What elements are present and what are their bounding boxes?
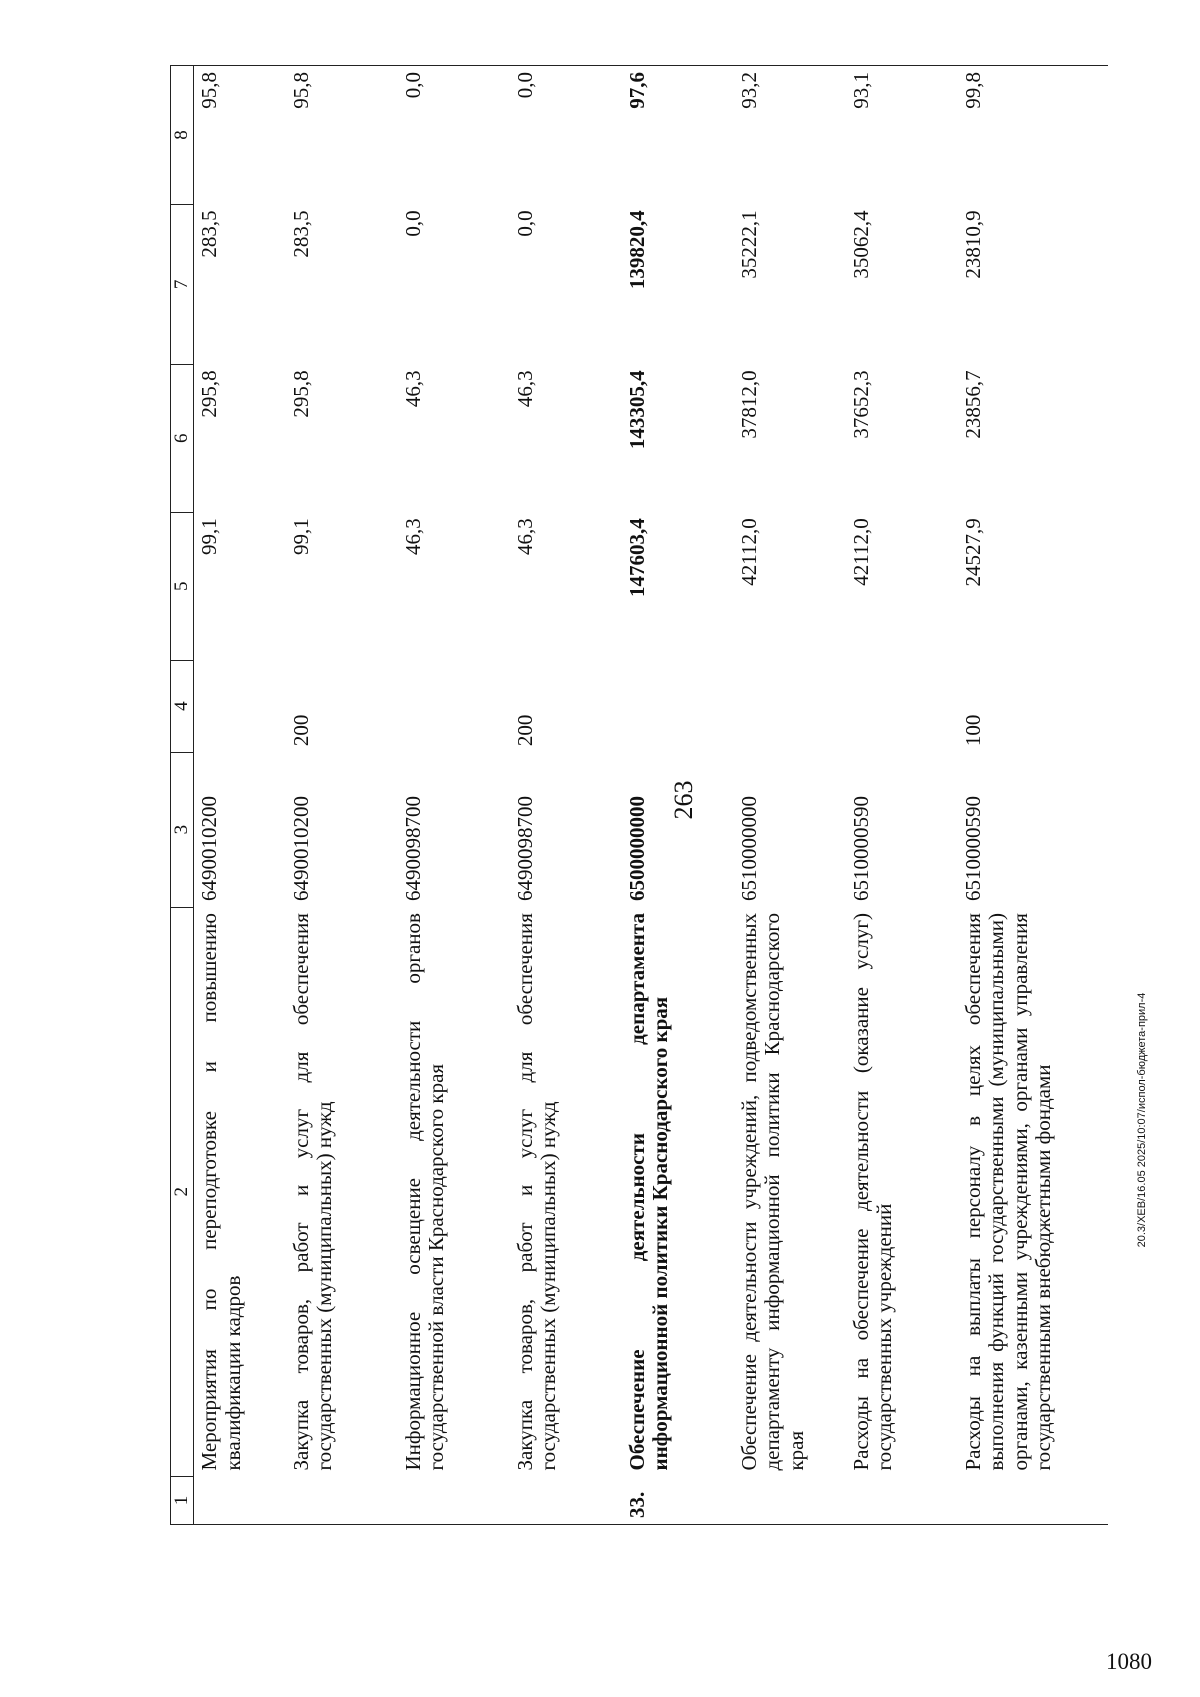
row-value-6: 46,3 — [512, 370, 537, 408]
row-target-code: 6490098700 — [400, 796, 425, 902]
row-name: Обеспечение деятельности учреждений, подведомственных департаменту информационной политики Краснодарского края — [736, 913, 808, 1471]
table-row — [286, 66, 398, 1525]
row-value-6: 143305,4 — [624, 370, 649, 450]
row-expense-type: 200 — [288, 714, 313, 747]
row-number — [846, 1477, 958, 1525]
row-value-7: 35222,1 — [736, 210, 761, 279]
row-number — [510, 1477, 622, 1525]
table-row — [510, 66, 622, 1525]
table-row-section-total — [622, 66, 734, 1525]
row-target-code: 6510000590 — [960, 796, 985, 902]
row-number: 33. — [622, 1477, 734, 1525]
row-expense-type: 200 — [512, 714, 537, 747]
row-value-5: 42112,0 — [848, 518, 873, 586]
row-value-8: 0,0 — [510, 66, 622, 205]
row-value-5: 46,3 — [512, 518, 537, 555]
row-name: Закупка товаров, работ и услуг для обеспечения государственных (муниципальных) нужд — [288, 913, 337, 1471]
row-expense-type — [846, 660, 958, 752]
page-number-top: 263 — [669, 780, 698, 820]
table-row — [194, 66, 286, 1525]
row-value-5: 42112,0 — [736, 518, 761, 586]
row-number — [286, 1477, 398, 1525]
header-col-6: 6 — [171, 364, 194, 512]
row-expense-type — [194, 660, 286, 752]
row-value-8: 93,1 — [846, 66, 958, 205]
row-value-5: 147603,4 — [624, 518, 649, 597]
row-target-code: 6510000000 — [736, 796, 761, 902]
table-row — [398, 66, 510, 1525]
row-value-5: 46,3 — [400, 518, 425, 555]
table-row — [846, 66, 958, 1525]
row-number — [958, 1477, 1108, 1525]
row-value-7: 23810,9 — [960, 210, 985, 279]
row-value-5: 99,1 — [197, 518, 221, 555]
row-value-6: 295,8 — [288, 370, 313, 418]
row-value-8: 93,2 — [734, 66, 846, 205]
row-value-6: 295,8 — [197, 370, 221, 418]
row-value-6: 46,3 — [400, 370, 425, 408]
row-value-8: 95,8 — [194, 66, 286, 205]
header-col-7: 7 — [171, 204, 194, 364]
row-value-7: 35062,4 — [848, 210, 873, 279]
header-col-1: 1 — [171, 1477, 194, 1525]
row-expense-type: 100 — [960, 714, 985, 747]
header-col-2: 2 — [171, 907, 194, 1476]
table-row — [958, 66, 1108, 1525]
row-value-5: 99,1 — [288, 518, 313, 555]
row-number — [194, 1477, 286, 1525]
row-value-6: 37812,0 — [736, 370, 761, 439]
row-value-7: 0,0 — [512, 210, 537, 237]
row-target-code: 6500000000 — [624, 796, 649, 902]
header-col-4: 4 — [171, 660, 194, 752]
budget-table-rotated — [170, 65, 1056, 1525]
header-col-5: 5 — [171, 512, 194, 660]
row-name: Расходы на обеспечение деятельности (оказание услуг) государственных учреждений — [848, 913, 897, 1471]
row-value-6: 37652,3 — [848, 370, 873, 439]
row-target-code: 6490010200 — [288, 796, 313, 902]
row-target-code: 6510000590 — [848, 796, 873, 902]
header-col-3: 3 — [171, 752, 194, 907]
row-name: Мероприятия по переподготовке и повышению квалификации кадров — [197, 913, 245, 1471]
row-number — [734, 1477, 846, 1525]
header-row — [171, 66, 194, 1525]
row-name: Расходы на выплаты персоналу в целях обеспечения выполнения функций государственными (муниципальными) органами, казенными учреждениями, органами управления государственными внебюджетными фондами — [960, 913, 1056, 1471]
row-number — [398, 1477, 510, 1525]
row-value-7: 283,5 — [197, 210, 221, 258]
row-value-5: 24527,9 — [960, 518, 985, 587]
page-number-bottom: 1080 — [1106, 1649, 1152, 1674]
row-value-7: 283,5 — [288, 210, 313, 258]
row-name: Обеспечение деятельности департамента информационной политики Краснодарского края — [624, 913, 673, 1471]
row-value-7: 0,0 — [400, 210, 425, 237]
row-value-8: 0,0 — [398, 66, 510, 205]
budget-table — [170, 65, 1108, 1525]
row-target-code: 6490098700 — [512, 796, 537, 902]
row-name: Закупка товаров, работ и услуг для обеспечения государственных (муниципальных) нужд — [512, 913, 561, 1471]
row-expense-type — [398, 660, 510, 752]
row-value-8: 99,8 — [958, 66, 1108, 205]
row-value-8: 95,8 — [286, 66, 398, 205]
row-expense-type — [622, 660, 734, 752]
table-row — [734, 66, 846, 1525]
header-col-8: 8 — [171, 66, 194, 205]
row-value-7: 139820,4 — [624, 210, 649, 290]
row-name: Информационное освещение деятельности органов государственной власти Краснодарского края — [400, 913, 449, 1471]
row-value-6: 23856,7 — [960, 370, 985, 439]
row-target-code: 6490010200 — [197, 796, 221, 902]
row-value-8: 97,6 — [622, 66, 734, 205]
row-expense-type — [734, 660, 846, 752]
footer-document-code: 20.3/ХЕВ/16.05 2025/10:07/испол-бюджета-прил-4 — [1136, 992, 1148, 1248]
